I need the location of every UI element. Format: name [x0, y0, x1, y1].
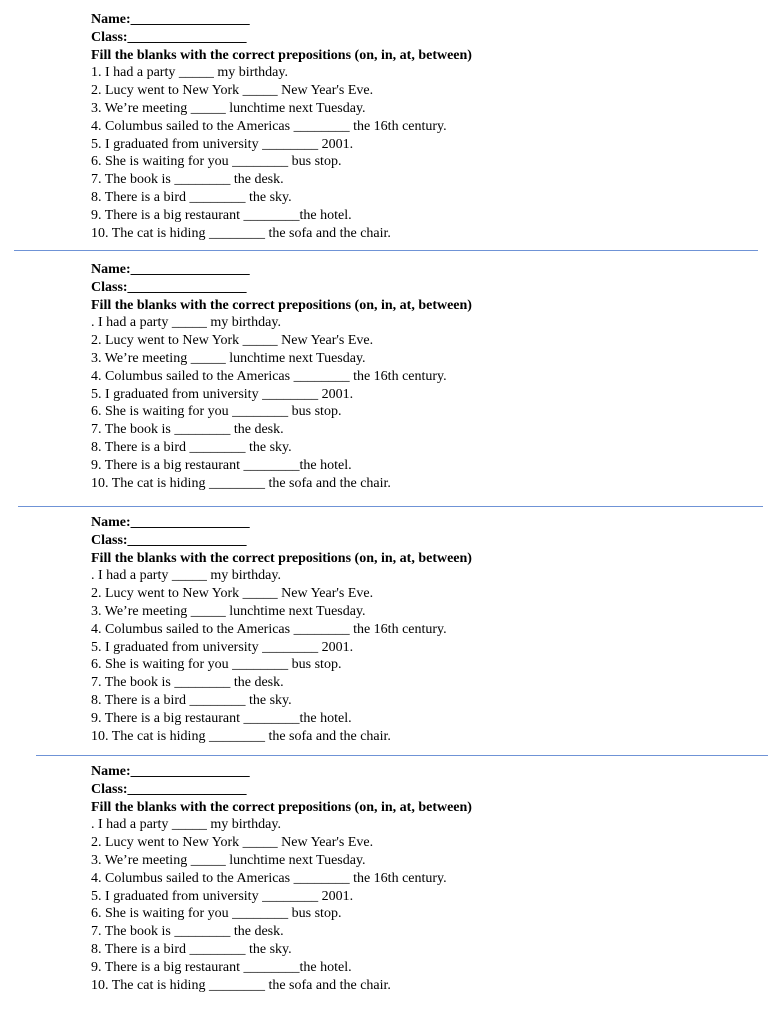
- question-10: 10. The cat is hiding ________ the sofa and the chair.: [91, 728, 391, 744]
- worksheet-3: [91, 514, 751, 745]
- question-7: 7. The book is ________ the desk.: [91, 422, 284, 438]
- question-10: 10. The cat is hiding ________ the sofa and the chair.: [91, 225, 391, 241]
- question-5: 5. I graduated from university ________ 2001.: [91, 386, 354, 402]
- class-label: Class:_________________: [91, 532, 247, 548]
- question-1: . I had a party _____ my birthday.: [91, 568, 281, 584]
- question-4: 4. Columbus sailed to the Americas ________ the 16th century.: [91, 870, 447, 886]
- question-10: 10. The cat is hiding ________ the sofa and the chair.: [91, 475, 391, 491]
- question-9: 9. There is a big restaurant ________the hotel.: [91, 207, 352, 223]
- question-7: 7. The book is ________ the desk.: [91, 924, 284, 940]
- class-label: Class:_________________: [91, 29, 247, 45]
- name-label: Name:_________________: [91, 12, 250, 27]
- question-3: 3. We’re meeting _____ lunchtime next Tuesday.: [91, 350, 366, 366]
- question-1: . I had a party _____ my birthday.: [91, 315, 281, 331]
- question-2: 2. Lucy went to New York _____ New Year's Eve.: [91, 586, 374, 602]
- class-label: Class:_________________: [91, 279, 247, 295]
- worksheet-2: [91, 261, 751, 492]
- question-7: 7. The book is ________ the desk.: [91, 675, 284, 691]
- question-3: 3. We’re meeting _____ lunchtime next Tuesday.: [91, 100, 366, 116]
- divider-2: [18, 506, 763, 507]
- question-4: 4. Columbus sailed to the Americas ________ the 16th century.: [91, 621, 447, 637]
- question-9: 9. There is a big restaurant ________the hotel.: [91, 710, 352, 726]
- question-10: 10. The cat is hiding ________ the sofa and the chair.: [91, 977, 391, 993]
- question-2: 2. Lucy went to New York _____ New Year's Eve.: [91, 83, 374, 99]
- question-2: 2. Lucy went to New York _____ New Year's Eve.: [91, 333, 374, 349]
- question-8: 8. There is a bird ________ the sky.: [91, 189, 292, 205]
- instruction: Fill the blanks with the correct prepositions (on, in, at, between): [91, 47, 472, 63]
- question-4: 4. Columbus sailed to the Americas ________ the 16th century.: [91, 118, 447, 134]
- question-6: 6. She is waiting for you ________ bus stop.: [91, 404, 342, 420]
- divider-1: [14, 250, 758, 251]
- divider-3: [36, 755, 768, 756]
- question-6: 6. She is waiting for you ________ bus stop.: [91, 657, 342, 673]
- question-7: 7. The book is ________ the desk.: [91, 172, 284, 188]
- question-5: 5. I graduated from university ________ 2001.: [91, 136, 354, 152]
- class-label: Class:_________________: [91, 781, 247, 797]
- question-6: 6. She is waiting for you ________ bus stop.: [91, 154, 342, 170]
- instruction: Fill the blanks with the correct prepositions (on, in, at, between): [91, 799, 472, 815]
- question-1: . I had a party _____ my birthday.: [91, 817, 281, 833]
- name-label: Name:_________________: [91, 262, 250, 277]
- question-3: 3. We’re meeting _____ lunchtime next Tuesday.: [91, 603, 366, 619]
- question-4: 4. Columbus sailed to the Americas ________ the 16th century.: [91, 368, 447, 384]
- instruction: Fill the blanks with the correct prepositions (on, in, at, between): [91, 550, 472, 566]
- question-5: 5. I graduated from university ________ 2001.: [91, 888, 354, 904]
- name-label: Name:_________________: [91, 515, 250, 530]
- question-2: 2. Lucy went to New York _____ New Year's Eve.: [91, 835, 374, 851]
- question-1: 1. I had a party _____ my birthday.: [91, 65, 288, 81]
- question-3: 3. We’re meeting _____ lunchtime next Tuesday.: [91, 852, 366, 868]
- instruction: Fill the blanks with the correct prepositions (on, in, at, between): [91, 297, 472, 313]
- question-9: 9. There is a big restaurant ________the hotel.: [91, 959, 352, 975]
- name-label: Name:_________________: [91, 764, 250, 779]
- question-5: 5. I graduated from university ________ 2001.: [91, 639, 354, 655]
- question-8: 8. There is a bird ________ the sky.: [91, 692, 292, 708]
- question-8: 8. There is a bird ________ the sky.: [91, 941, 292, 957]
- question-6: 6. She is waiting for you ________ bus stop.: [91, 906, 342, 922]
- question-8: 8. There is a bird ________ the sky.: [91, 439, 292, 455]
- worksheet-4: [91, 763, 751, 994]
- worksheet-1: [91, 11, 751, 242]
- question-9: 9. There is a big restaurant ________the hotel.: [91, 457, 352, 473]
